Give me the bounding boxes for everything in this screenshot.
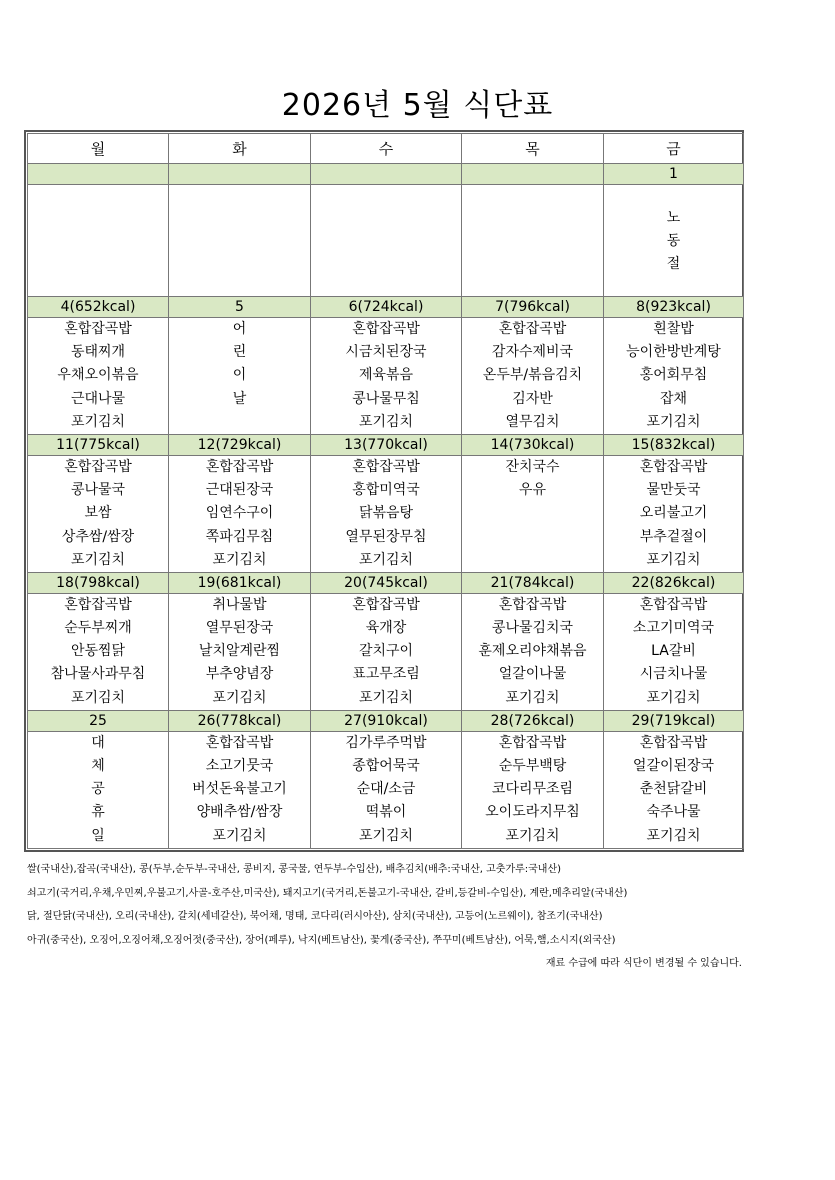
menu-item: 날치알계란찜 [198,643,281,660]
menu-item: 시금치된장국 [345,344,427,361]
date-cell: 21(784kcal) [462,572,604,593]
menu-item: 감자수제비국 [491,344,574,361]
menu-item: 떡볶이 [365,804,407,821]
menu-item: 날 [232,390,247,407]
date-cell: 13(770kcal) [311,434,462,455]
menu-cell [604,318,744,435]
menu-item: 닭볶음탕 [358,505,414,522]
date-cell [311,164,462,185]
menu-cell [604,455,744,572]
weekday-header: 금 [604,134,744,164]
menu-cell [604,593,744,710]
menu-cell [462,455,604,572]
menu-item: 포기김치 [358,413,414,430]
date-cell: 6(724kcal) [311,297,462,318]
menu-item: 포기김치 [358,827,414,844]
menu-row [28,731,744,848]
menu-item: 취나물밥 [212,596,267,613]
menu-item: 흰찰밥 [653,321,694,337]
menu-cell [311,455,462,572]
menu-item: 코다리무조림 [491,781,574,798]
origin-note: 닭, 절단닭(국내산), 오리(국내산), 갈치(세네갈산), 북어채, 명태, 코다리(러시아산), 삼치(국내산), 고등어(노르웨이), 참조기(국내산) [27,911,603,922]
date-row [28,572,744,593]
menu-item: 포기김치 [70,689,126,706]
menu-cell [462,185,604,297]
date-cell: 22(826kcal) [604,572,744,593]
date-cell: 8(923kcal) [604,297,744,318]
menu-item: 혼합잡곡밥 [352,458,420,475]
menu-change-disclaimer: 재료 수급에 따라 식단이 변경될 수 있습니다. [545,958,742,969]
date-cell: 19(681kcal) [169,572,311,593]
menu-item: 오리불고기 [639,505,708,522]
menu-item: 홍합미역국 [352,482,420,499]
menu-item: 혼합잡곡밥 [639,596,708,613]
origin-note: 쇠고기(국거리,우채,우민찌,우불고기,사골-호주산,미국산), 돼지고기(국거리,돈불고기-국내산, 갈비,등갈비-수입산), 계란,메추리알(국내산) [27,887,628,899]
weekday-header: 화 [169,134,311,164]
menu-cell [462,731,604,848]
menu-item: 표고무조림 [352,666,420,683]
menu-item: 참나물사과무침 [50,666,146,683]
date-cell: 5 [169,297,311,318]
menu-item: 오이도라지무침 [485,804,580,821]
menu-item: 포기김치 [212,689,267,706]
menu-cell [604,185,744,297]
date-row [28,434,744,455]
date-cell: 25 [28,710,169,731]
menu-item: 혼합잡곡밥 [639,734,708,751]
menu-item: 동태찌개 [70,344,126,361]
menu-item: 혼합잡곡밥 [352,596,420,613]
weekday-header: 수 [311,134,462,164]
date-cell: 12(729kcal) [169,434,311,455]
menu-item: 종합어묵국 [352,758,420,774]
menu-item: 육개장 [365,620,407,637]
menu-item: 포기김치 [358,551,414,568]
menu-cell [28,731,169,848]
menu-item: 휴 [91,804,105,821]
menu-item: 혼합잡곡밥 [205,458,274,475]
menu-item: 잡채 [659,390,688,407]
menu-row [28,593,744,710]
menu-item: 근대나물 [70,390,126,407]
menu-item: 순두부백탕 [498,758,567,774]
menu-row [28,318,744,435]
menu-item: 순두부찌개 [64,620,132,637]
date-row [28,710,744,731]
menu-item: 제육볶음 [358,367,414,384]
menu-item: 보쌈 [84,505,112,522]
date-cell: 20(745kcal) [311,572,462,593]
menu-item: 혼합잡곡밥 [639,458,708,475]
menu-item: 포기김치 [505,689,560,706]
menu-cell [28,455,169,572]
menu-item: 열무김치 [505,413,560,430]
menu-item: 물만둣국 [646,482,701,499]
menu-item: 순대/소금 [356,781,416,798]
origin-note: 아귀(중국산), 오징어,오징어채,오징어젓(중국산), 장어(페루), 낙지(베트남산), 꽃게(중국산), 쭈꾸미(베트남산), 어묵,햄,소시지(외국산) [27,934,616,946]
menu-item: 포기김치 [70,551,126,568]
menu-item: 공 [91,781,105,798]
menu-item: 혼합잡곡밥 [498,734,567,751]
menu-item: 대 [91,734,105,751]
menu-item: 포기김치 [505,827,560,844]
date-cell: 7(796kcal) [462,297,604,318]
menu-cell [169,185,311,297]
menu-item: 열무된장국 [205,620,274,637]
menu-item: 춘천닭갈비 [639,781,708,798]
menu-cell [311,185,462,297]
menu-item: 숙주나물 [646,804,701,821]
date-cell: 26(778kcal) [169,710,311,731]
menu-item: 일 [91,827,105,844]
menu-cell [311,731,462,848]
origin-note: 쌀(국내산),잡곡(국내산), 콩(두부,순두부-국내산, 콩비지, 콩국물, 연두부-수입산), 배추김치(배추:국내산, 고춧가루:국내산) [27,864,562,875]
date-cell: 15(832kcal) [604,434,744,455]
menu-item: 능이한방반계탕 [626,344,721,361]
menu-item: 우채오이볶음 [57,367,139,384]
menu-row [28,185,744,297]
menu-cell [311,593,462,710]
menu-item: 포기김치 [212,551,267,568]
menu-item: 포기김치 [646,827,701,844]
menu-cell [169,731,311,848]
menu-item: 린 [232,344,247,361]
menu-item: 소고기뭇국 [205,758,274,774]
menu-item: 포기김치 [212,827,267,844]
menu-item: 임연수구이 [205,505,274,522]
menu-cell [462,593,604,710]
date-row [28,164,744,185]
menu-item: 갈치구이 [358,643,414,660]
menu-item: 훈제오리야채볶음 [478,643,587,660]
menu-item: 우유 [518,482,547,499]
menu-item: 포기김치 [70,413,126,430]
menu-cell [28,185,169,297]
date-row [28,297,744,318]
menu-item: 부추겉절이 [639,528,708,545]
weekday-header-row [28,134,744,164]
date-cell [462,164,604,185]
menu-cell [169,455,311,572]
menu-cell [311,318,462,435]
menu-item: 포기김치 [646,551,701,568]
menu-item: 어 [232,321,247,337]
menu-item: 부추양념장 [205,666,274,683]
page-title: 2026년 5월 식단표 [281,88,554,123]
menu-item: 포기김치 [646,689,701,706]
date-cell [28,164,169,185]
menu-item: 얼갈이나물 [498,666,567,683]
date-cell [169,164,311,185]
menu-item: 이 [232,367,247,384]
menu-item: 소고기미역국 [632,620,715,637]
menu-cell [28,318,169,435]
menu-item: 김자반 [512,390,553,407]
menu-item: 혼합잡곡밥 [498,321,567,337]
date-cell: 1 [604,164,744,185]
date-cell: 28(726kcal) [462,710,604,731]
menu-cell [169,318,311,435]
date-cell: 27(910kcal) [311,710,462,731]
menu-item: 혼합잡곡밥 [64,321,132,337]
menu-cell [28,593,169,710]
date-cell: 18(798kcal) [28,572,169,593]
menu-item: LA갈비 [651,643,696,660]
menu-item: 콩나물김치국 [491,620,574,637]
menu-item: 시금치나물 [639,666,708,683]
menu-cell [169,593,311,710]
date-cell: 4(652kcal) [28,297,169,318]
menu-item: 버섯돈육불고기 [192,781,287,798]
menu-item: 얼갈이된장국 [632,758,715,774]
menu-cell [462,318,604,435]
menu-row [28,455,744,572]
menu-item: 쪽파김무침 [205,528,274,545]
menu-item: 열무된장무침 [345,528,427,545]
menu-item: 잔치국수 [505,458,560,475]
date-cell: 14(730kcal) [462,434,604,455]
weekday-header: 목 [462,134,604,164]
menu-item: 김가루주먹밥 [345,734,427,751]
holiday-label: 노 동 절 [666,210,681,273]
origin-notes [27,858,747,976]
menu-item: 혼합잡곡밥 [205,734,274,751]
menu-cell [604,731,744,848]
weekday-header: 월 [28,134,169,164]
menu-item: 혼합잡곡밥 [64,458,132,475]
menu-item: 콩나물무침 [352,390,420,407]
menu-item: 홍어회무침 [639,367,708,384]
menu-item: 포기김치 [646,413,701,430]
menu-item: 양배추쌈/쌈장 [196,804,283,821]
menu-item: 콩나물국 [70,482,126,499]
menu-item: 포기김치 [358,689,414,706]
menu-item: 안동찜닭 [70,643,126,660]
menu-item: 체 [91,758,105,774]
menu-item: 상추쌈/쌈장 [61,528,135,545]
date-cell: 29(719kcal) [604,710,744,731]
menu-item: 혼합잡곡밥 [498,596,567,613]
menu-item: 혼합잡곡밥 [352,321,420,337]
menu-item: 혼합잡곡밥 [64,596,132,613]
menu-item: 근대된장국 [205,482,274,499]
meal-plan-table [24,130,744,852]
menu-item: 온두부/볶음김치 [482,367,583,384]
date-cell: 11(775kcal) [28,434,169,455]
